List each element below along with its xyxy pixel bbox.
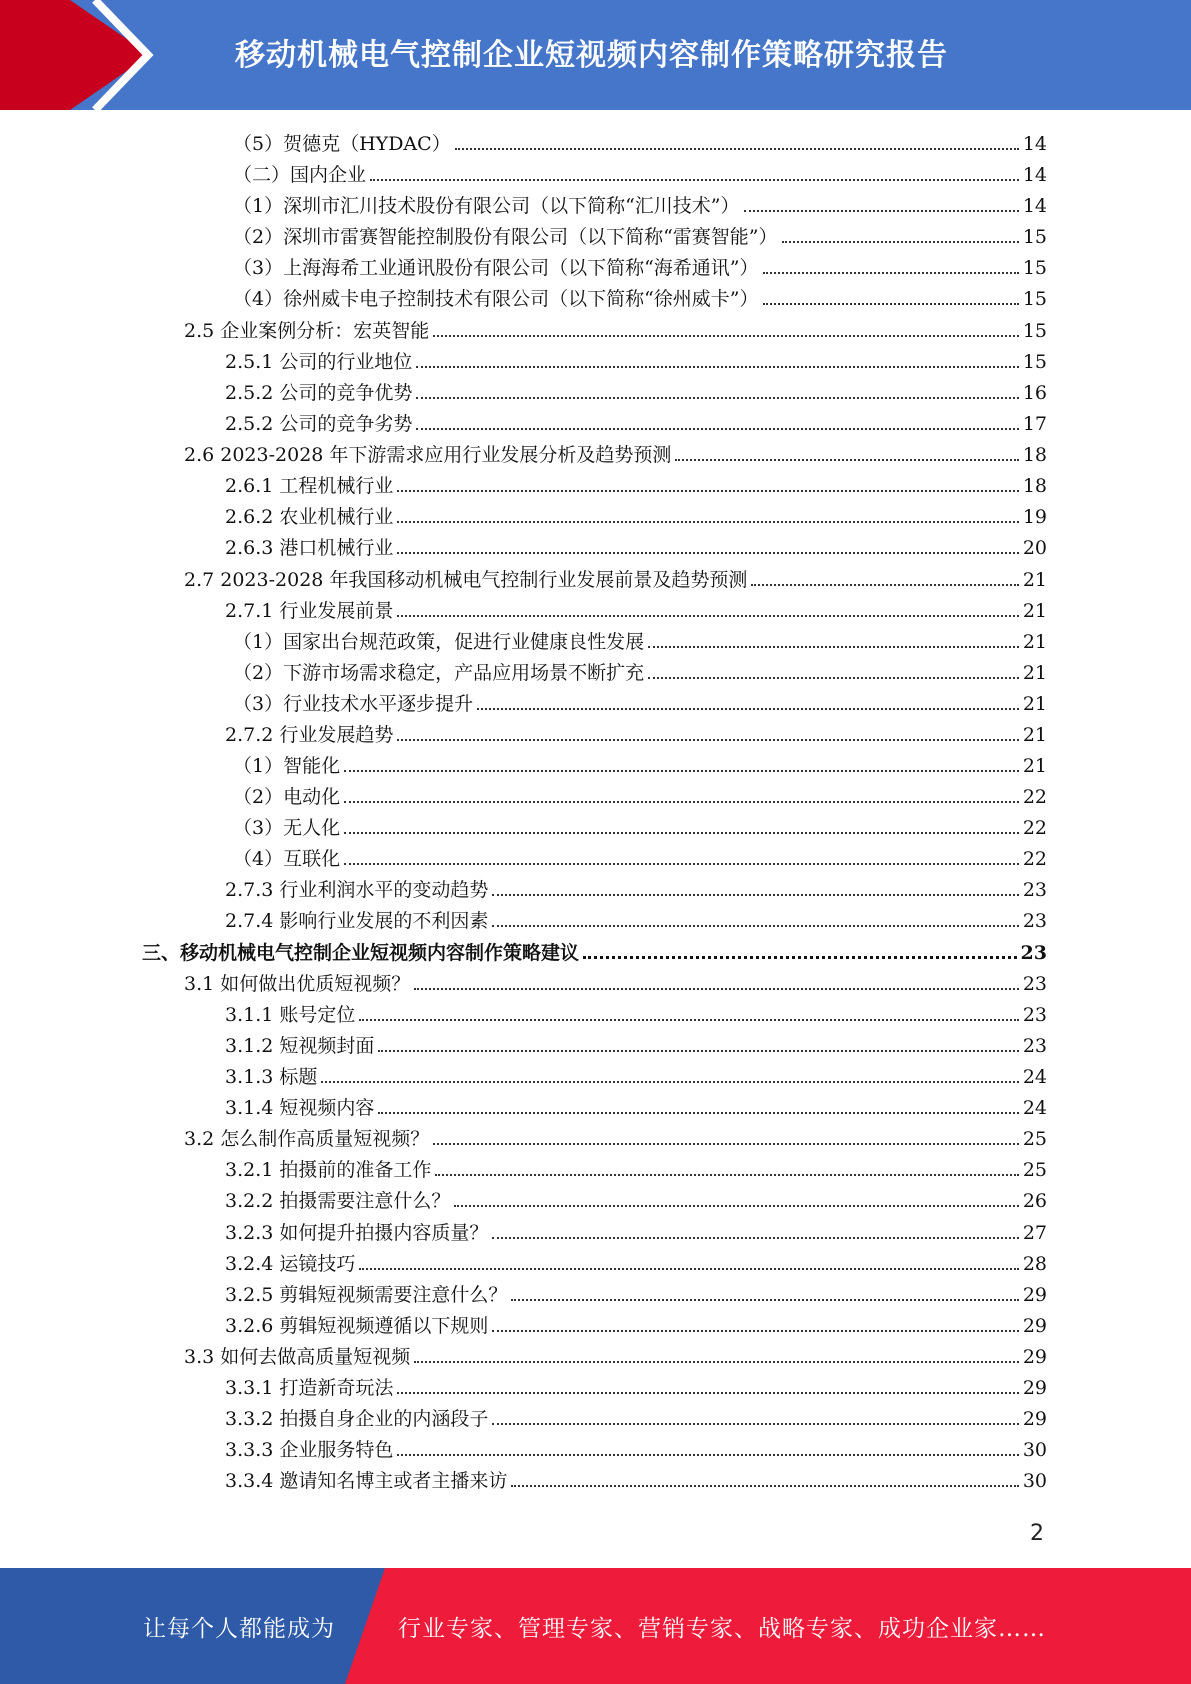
toc-entry[interactable]: 3.2.6 剪辑短视频遵循以下规则 29 xyxy=(225,1315,1047,1337)
toc-entry[interactable]: （3）行业技术水平逐步提升 21 xyxy=(233,693,1047,715)
toc-entry[interactable]: 2.5.2 公司的竞争劣势 17 xyxy=(225,413,1047,435)
toc-entry[interactable]: 3.3.1 打造新奇玩法 29 xyxy=(225,1377,1047,1399)
page-footer xyxy=(0,1568,1191,1684)
toc-entry[interactable]: 3.2 怎么制作高质量短视频？ 25 xyxy=(184,1128,1047,1150)
toc-entry[interactable]: （二）国内企业 14 xyxy=(233,164,1047,186)
page-header xyxy=(0,0,1191,110)
report-title: 移动机械电气控制企业短视频内容制作策略研究报告 xyxy=(235,38,948,73)
toc-entry[interactable]: 2.6 2023-2028 年下游需求应用行业发展分析及趋势预测 18 xyxy=(184,444,1047,466)
toc-entry[interactable]: （2）电动化 22 xyxy=(233,786,1047,808)
toc-entry[interactable]: 2.7 2023-2028 年我国移动机械电气控制行业发展前景及趋势预测 21 xyxy=(184,569,1047,591)
toc-chapter-entry[interactable]: 三、移动机械电气控制企业短视频内容制作策略建议 23 xyxy=(142,942,1047,964)
toc-entry[interactable]: （3）上海海希工业通讯股份有限公司（以下简称“海希通讯”） 15 xyxy=(233,257,1047,279)
toc-entry[interactable]: （1）深圳市汇川技术股份有限公司（以下简称“汇川技术”） 14 xyxy=(233,195,1047,217)
toc-entry[interactable]: 2.7.3 行业利润水平的变动趋势 23 xyxy=(225,879,1047,901)
toc-entry[interactable]: 2.5 企业案例分析：宏英智能 15 xyxy=(184,320,1047,342)
footer-slogan-left: 让每个人都能成为 xyxy=(143,1616,335,1642)
toc-entry[interactable]: 2.6.2 农业机械行业 19 xyxy=(225,506,1047,528)
toc-entry[interactable]: 2.7.4 影响行业发展的不利因素 23 xyxy=(225,910,1047,932)
toc-entry[interactable]: （4）互联化 22 xyxy=(233,848,1047,870)
toc-entry[interactable]: 2.6.1 工程机械行业 18 xyxy=(225,475,1047,497)
toc-entry[interactable]: （3）无人化 22 xyxy=(233,817,1047,839)
toc-entry[interactable]: 3.3 如何去做高质量短视频 29 xyxy=(184,1346,1047,1368)
toc-entry[interactable]: 3.1.1 账号定位 23 xyxy=(225,1004,1047,1026)
toc-entry[interactable]: 3.3.4 邀请知名博主或者主播来访 30 xyxy=(225,1470,1047,1492)
toc-entry[interactable]: 3.1.2 短视频封面 23 xyxy=(225,1035,1047,1057)
toc-entry[interactable]: 2.7.2 行业发展趋势 21 xyxy=(225,724,1047,746)
toc-entry[interactable]: 3.1 如何做出优质短视频？ 23 xyxy=(184,973,1047,995)
toc-entry[interactable]: 2.6.3 港口机械行业 20 xyxy=(225,537,1047,559)
footer-slogan-right: 行业专家、管理专家、营销专家、战略专家、成功企业家…… xyxy=(398,1616,1046,1642)
toc-entry[interactable]: （4）徐州威卡电子控制技术有限公司（以下简称“徐州威卡”） 15 xyxy=(233,288,1047,310)
toc-entry[interactable]: 3.1.3 标题 24 xyxy=(225,1066,1047,1088)
toc-entry[interactable]: （1）智能化 21 xyxy=(233,755,1047,777)
toc-entry[interactable]: 3.2.3 如何提升拍摄内容质量？ 27 xyxy=(225,1222,1047,1244)
toc-entry[interactable]: 3.2.1 拍摄前的准备工作 25 xyxy=(225,1159,1047,1181)
toc-entry[interactable]: （5）贺德克（HYDAC） 14 xyxy=(233,133,1047,155)
toc-entry[interactable]: （2）下游市场需求稳定，产品应用场景不断扩充 21 xyxy=(233,662,1047,684)
toc-entry[interactable]: （2）深圳市雷赛智能控制股份有限公司（以下简称“雷赛智能”） 15 xyxy=(233,226,1047,248)
toc-entry[interactable]: 3.2.5 剪辑短视频需要注意什么？ 29 xyxy=(225,1284,1047,1306)
toc-entry[interactable]: 2.5.1 公司的行业地位 15 xyxy=(225,351,1047,373)
toc-entry[interactable]: 3.2.4 运镜技巧 28 xyxy=(225,1253,1047,1275)
toc-entry[interactable]: 3.2.2 拍摄需要注意什么？ 26 xyxy=(225,1190,1047,1212)
toc-entry[interactable]: 3.3.3 企业服务特色 30 xyxy=(225,1439,1047,1461)
toc-entry[interactable]: 2.5.2 公司的竞争优势 16 xyxy=(225,382,1047,404)
toc-entry[interactable]: 2.7.1 行业发展前景 21 xyxy=(225,600,1047,622)
toc-entry[interactable]: 3.1.4 短视频内容 24 xyxy=(225,1097,1047,1119)
toc-entry[interactable]: （1）国家出台规范政策，促进行业健康良性发展 21 xyxy=(233,631,1047,653)
page-number: 2 xyxy=(1030,1521,1044,1546)
toc-entry[interactable]: 3.3.2 拍摄自身企业的内涵段子 29 xyxy=(225,1408,1047,1430)
